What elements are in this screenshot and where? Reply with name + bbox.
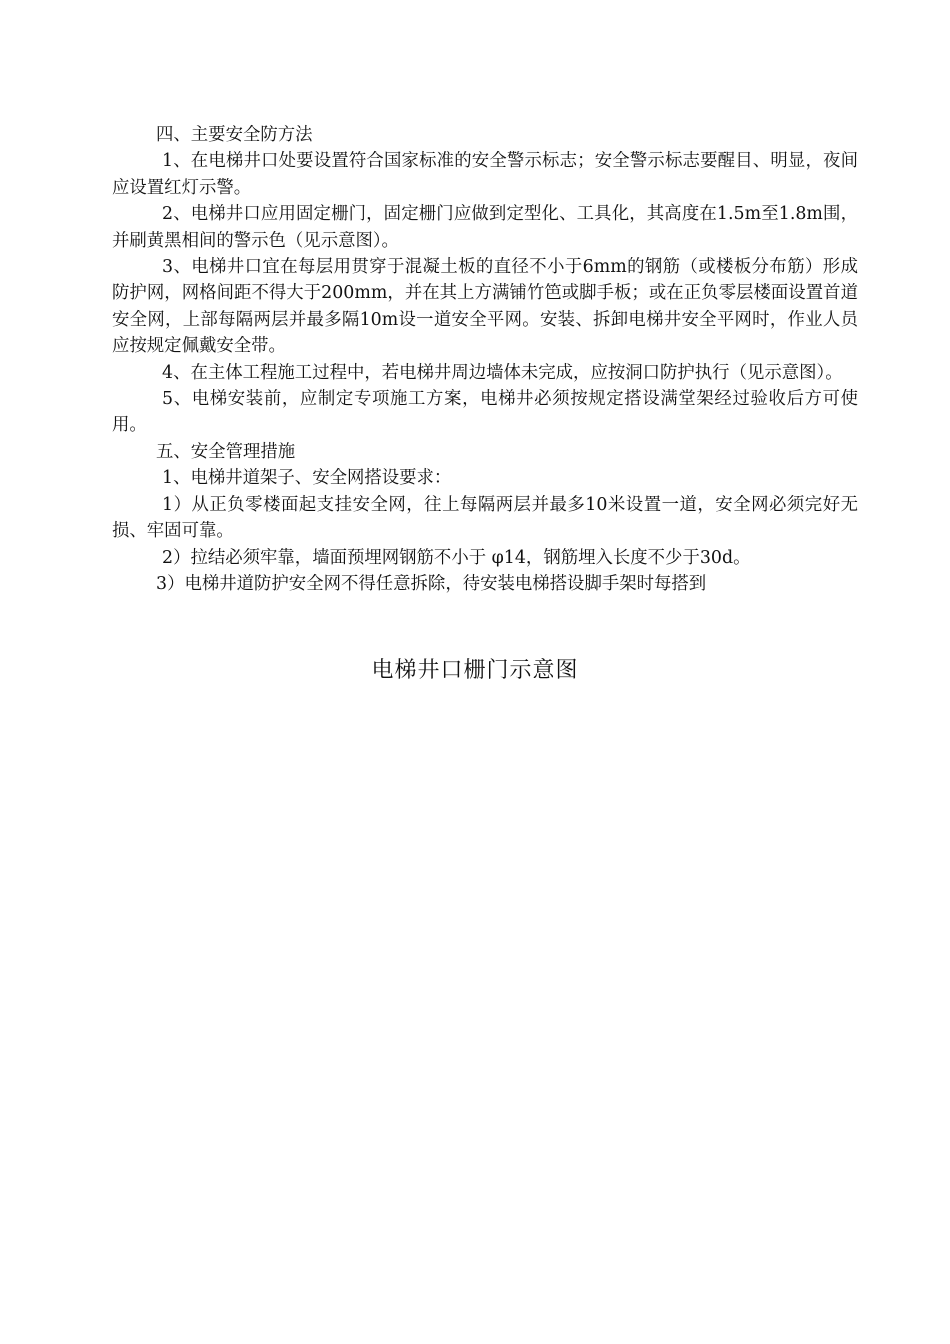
section-5-subitem-1: 1）从正负零楼面起支挂安全网，往上每隔两层并最多10米设置一道，安全网必须完好无损、牢固可靠。 bbox=[112, 494, 858, 542]
document-body bbox=[112, 122, 858, 597]
section-4-item-3: 3、电梯井口宜在每层用贯穿于混凝土板的直径不小于6mm的钢筋（或楼板分布筋）形成防护网，网格间距不得大于200mm，并在其上方满铺竹笆或脚手板；或在正负零层楼面设置首道安全网，上部每隔两层并最多隔10m设一道安全平网。安装、拆卸电梯井安全平网时，作业人员应按规定佩戴安全带。 bbox=[112, 257, 858, 357]
section-5-subitem-2: 2）拉结必须牢靠，墙面预埋网钢筋不小于 φ14，钢筋埋入长度不少于30d。 bbox=[162, 547, 751, 568]
section-4-heading: 四、主要安全防方法 bbox=[156, 125, 313, 145]
section-4-item-4: 4、在主体工程施工过程中，若电梯井周边墙体未完成，应按洞口防护执行（见示意图）。 bbox=[162, 362, 843, 383]
section-5-subitem-3: 3）电梯井道防护安全网不得任意拆除，待安装电梯搭设脚手架时每搭到 bbox=[156, 573, 707, 594]
figure-caption: 电梯井口栅门示意图 bbox=[371, 658, 579, 683]
section-5-item-1: 1、电梯井道架子、安全网搭设要求： bbox=[162, 468, 452, 489]
section-4-item-2: 2、电梯井口应用固定栅门，固定栅门应做到定型化、工具化，其高度在1.5m至1.8m围，并刷黄黑相间的警示色（见示意图）。 bbox=[112, 204, 858, 251]
section-5-heading: 五、安全管理措施 bbox=[156, 441, 296, 462]
section-4-item-1: 1、在电梯井口处要设置符合国家标准的安全警示标志；安全警示标志要醒目、明显，夜间应设置红灯示警。 bbox=[112, 151, 858, 198]
section-4-item-5: 5、电梯安装前，应制定专项施工方案，电梯井必须按规定搭设满堂架经过验收后方可使用。 bbox=[112, 389, 858, 436]
